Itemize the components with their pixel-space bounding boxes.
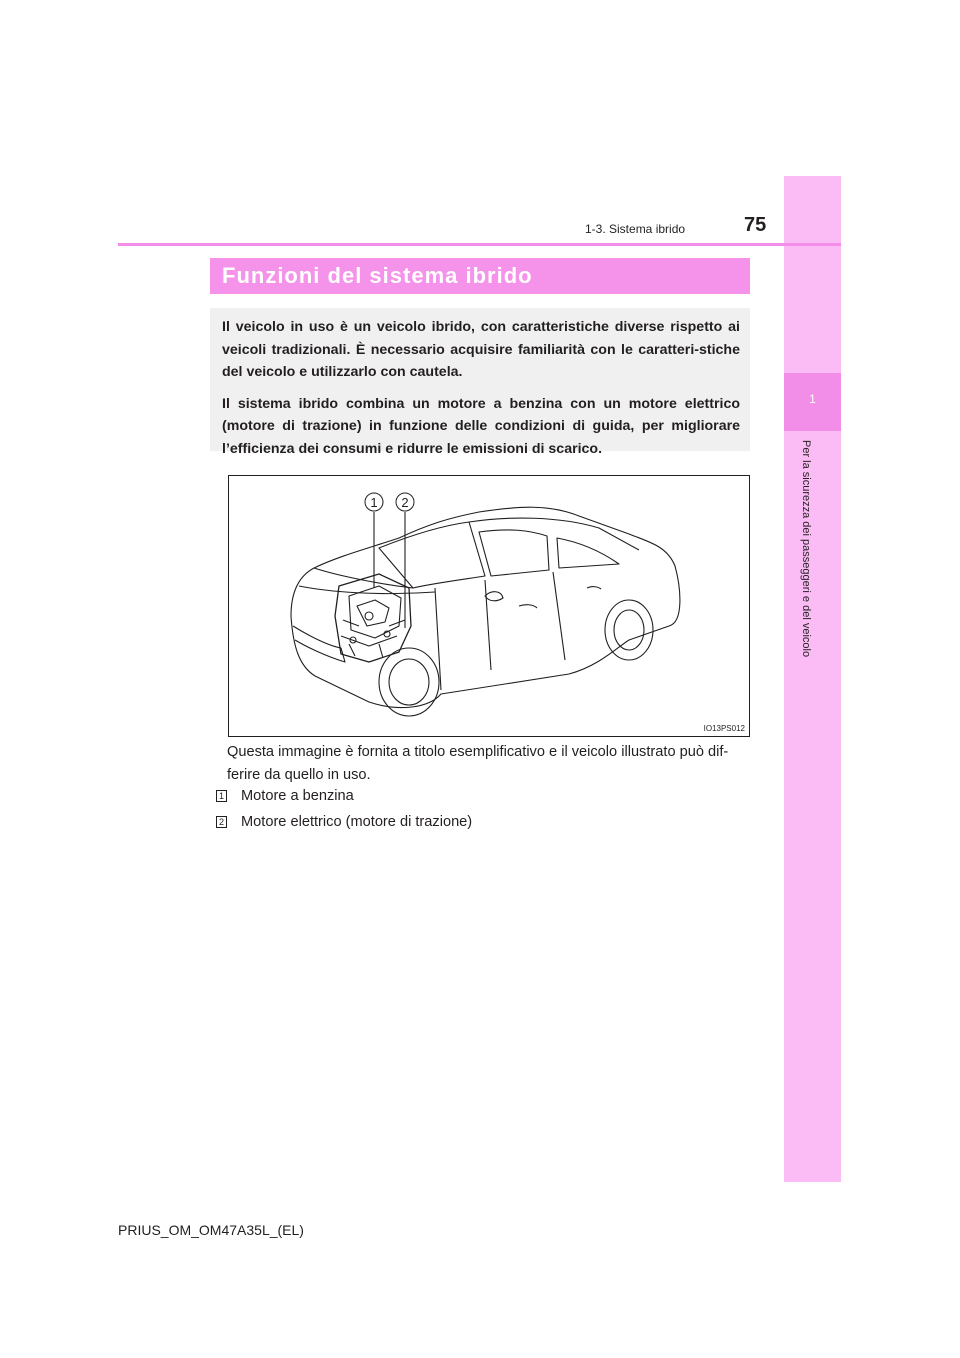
legend-item-1: [216, 788, 354, 804]
page-number: 75: [744, 214, 767, 236]
legend-badge-2: 2: [216, 816, 227, 828]
header-rule: [118, 243, 841, 246]
legend-label-2: Motore elettrico (motore di trazione): [241, 814, 473, 830]
intro-paragraph-2: Il sistema ibrido combina un motore a benzina con un motore elettrico (motore di trazione) in funzione delle condizioni di guida, per migliorare l’efficienza dei consumi e ridurre le emissioni di scarico.: [222, 395, 740, 457]
callout-1-label: 1: [370, 495, 378, 510]
chapter-title: Per la sicurezza dei passeggeri e del veicolo: [800, 440, 812, 658]
document-code: PRIUS_OM_OM47A35L_(EL): [118, 1222, 304, 1238]
legend-item-2: [216, 814, 472, 830]
callout-2-label: 2: [401, 495, 409, 510]
page-title: Funzioni del sistema ibrido: [222, 263, 533, 288]
intro-paragraph-1: Il veicolo in uso è un veicolo ibrido, con caratteristiche diverse rispetto ai veicoli tradizionali. È necessario acquisire familiarità con le caratteri-stiche del veicolo e utilizzarlo con cautela.: [222, 319, 740, 380]
figure-code: IO13PS012: [703, 724, 745, 733]
intro-box: [210, 308, 750, 457]
car-drawing: [229, 476, 749, 736]
legend-label-1: Motore a benzina: [241, 788, 354, 804]
figure-caption: Questa immagine è fornita a titolo esemplificativo e il veicolo illustrato può dif-ferire da quello in uso.: [227, 744, 729, 783]
section-label: 1-3. Sistema ibrido: [585, 222, 686, 236]
title-bar: [210, 258, 750, 294]
chapter-number: 1: [809, 392, 816, 406]
legend-badge-1: 1: [216, 790, 227, 802]
hybrid-car-illustration: [228, 475, 750, 737]
